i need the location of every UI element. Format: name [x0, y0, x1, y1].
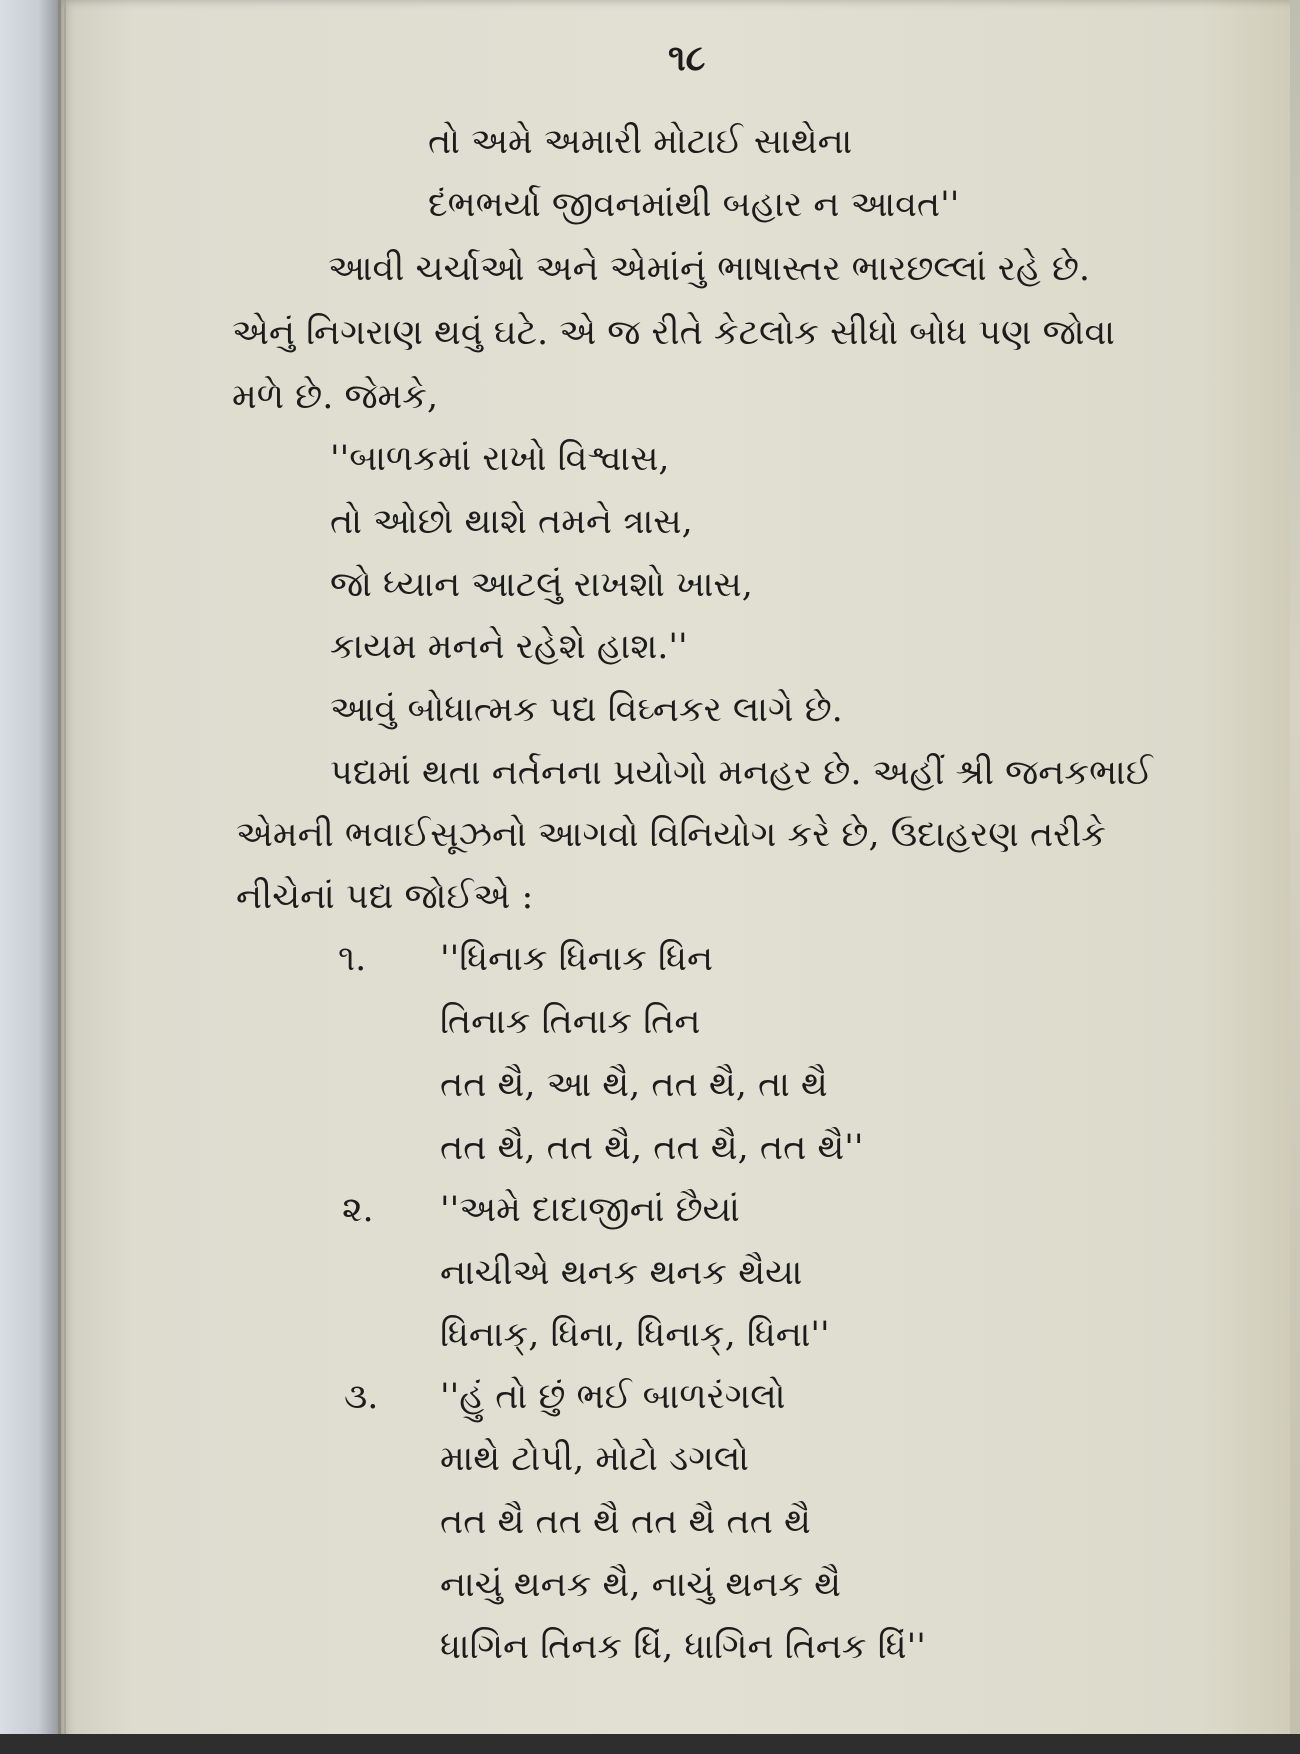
paragraph-line: પદ્યમાં થતા નર્તનના પ્રયોગો મનહર છે. અહીં શ્રી જનકભાઈ — [330, 753, 1153, 793]
paragraph-line: નીચેનાં પદ્ય જોઈએ : — [236, 877, 534, 917]
example-line: નાચીએ થનક થનક થૈયા — [440, 1253, 803, 1293]
verse-line: તો ઓછો થાશે તમને ત્રાસ, — [330, 502, 693, 542]
example-line: તિનાક તિનાક તિન — [440, 1002, 701, 1042]
page-right-edge — [1290, 0, 1300, 1754]
example-line: ''હું તો છું ભઈ બાળરંગલો — [440, 1377, 786, 1417]
verse-line: જો ધ્યાન આટલું રાખશો ખાસ, — [330, 565, 753, 605]
example-number: ૩. — [344, 1377, 379, 1417]
paragraph-line: એમની ભવાઈસૂઝનો આગવો વિનિયોગ કરે છે, ઉદાહરણ તરીકે — [236, 815, 1106, 855]
example-line: ''ધિનાક ધિનાક ધિન — [440, 939, 714, 979]
paragraph-line: મળે છે. જેમકે, — [232, 377, 439, 417]
verse-line: કાયમ મનને રહેશે હાશ.'' — [330, 627, 688, 667]
example-number: ૧. — [338, 939, 367, 979]
example-line: તત થૈ તત થૈ તત થૈ તત થૈ — [440, 1502, 811, 1542]
paragraph-line: આવી ચર્ચાઓ અને એમાંનું ભાષાસ્તર ભારછલ્લાં રહે છે. — [328, 249, 1091, 289]
scan-bottom-edge — [0, 1734, 1300, 1754]
example-line: ધાગિન તિનક ધિં, ધાગિન તિનક ધિં'' — [440, 1627, 926, 1667]
page-edge-line — [58, 0, 61, 1754]
paragraph-line: એનું નિગરાણ થવું ઘટે. એ જ રીતે કેટલોક સીધો બોધ પણ જોવા — [232, 313, 1115, 353]
example-number: ૨. — [342, 1190, 374, 1230]
example-line: ધિનાક્, ધિના, ધિનાક્, ધિના'' — [440, 1315, 830, 1355]
example-line: તત થૈ, તત થૈ, તત થૈ, તત થૈ'' — [440, 1128, 864, 1168]
example-line: ''અમે દાદાજીનાં છૈયાં — [440, 1190, 740, 1230]
quote-line: તો અમે અમારી મોટાઈ સાથેના — [428, 122, 853, 162]
example-line: તત થૈ, આ થૈ, તત થૈ, તા થૈ — [440, 1065, 828, 1105]
quote-line: દંભભર્યા જીવનમાંથી બહાર ન આવત'' — [428, 185, 960, 225]
example-line: નાચું થનક થૈ, નાચું થનક થૈ — [440, 1565, 842, 1605]
page-number: ૧૮ — [668, 37, 706, 79]
example-line: માથે ટોપી, મોટો ડગલો — [440, 1439, 750, 1479]
paragraph-line: આવું બોધાત્મક પદ્ય વિઘ્નકર લાગે છે. — [330, 690, 843, 730]
page-edge-line-inner — [64, 0, 66, 1754]
verse-line: ''બાળકમાં રાખો વિશ્વાસ, — [330, 439, 670, 479]
